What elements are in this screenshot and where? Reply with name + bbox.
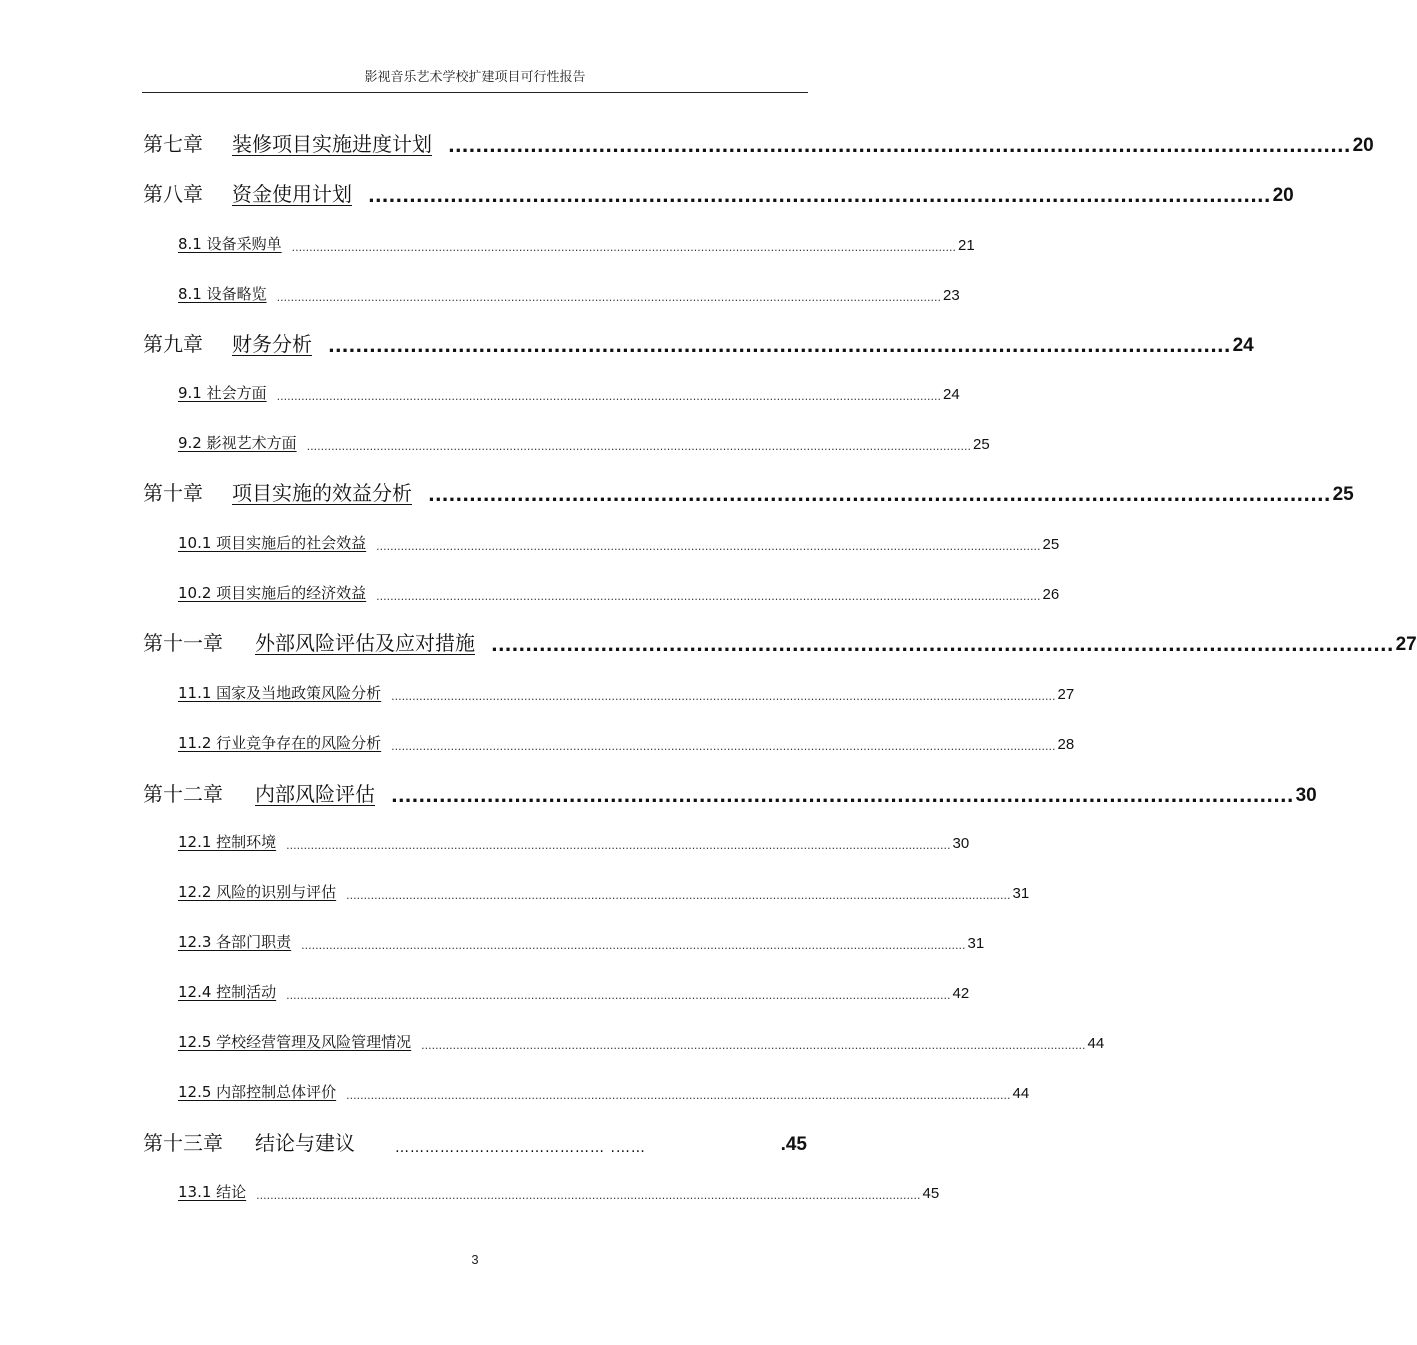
toc-section-11-1[interactable]: [178, 681, 1075, 703]
dot-leader: ....................................................................................................................................: [368, 186, 1271, 207]
dot-leader: ..............................................................................................................................................................................................: [346, 889, 1011, 902]
chapter-title: 结论与建议: [255, 1131, 355, 1155]
section-title: 9.1 社会方面: [178, 384, 267, 402]
dot-leader: ....................................................................................................................................: [391, 786, 1294, 807]
toc-chapter-11[interactable]: [143, 626, 1417, 656]
chapter-number: 第十二章: [143, 782, 223, 806]
chapter-number: 第十三章: [143, 1131, 223, 1155]
dot-leader: ..............................................................................................................................................................................................: [391, 740, 1056, 753]
toc-chapter-7[interactable]: [143, 127, 1374, 157]
dot-leader: ..............................................................................................................................................................................................: [306, 440, 971, 453]
section-title: 12.3 各部门职责: [178, 933, 292, 951]
dot-leader: ..............................................................................................................................................................................................: [421, 1039, 1086, 1052]
toc-section-12-4[interactable]: [178, 980, 970, 1002]
section-title: 10.1 项目实施后的社会效益: [178, 534, 367, 552]
section-title: 11.1 国家及当地政策风险分析: [178, 684, 382, 702]
dot-leader: ..............................................................................................................................................................................................: [291, 241, 956, 254]
chapter-title: 外部风险评估及应对措施: [255, 631, 475, 655]
toc-chapter-13[interactable]: [143, 1126, 807, 1156]
toc-section-9-1[interactable]: [178, 381, 960, 403]
page-number: 42: [952, 985, 970, 1002]
page-number: 44: [1087, 1035, 1105, 1052]
page-number: 24: [1232, 335, 1254, 356]
dot-leader: ..............................................................................................................................................................................................: [376, 540, 1041, 553]
toc-section-10-2[interactable]: [178, 581, 1060, 603]
page-number: 25: [1332, 484, 1354, 505]
toc-section-10-1[interactable]: [178, 531, 1060, 553]
chapter-number: 第十一章: [143, 631, 223, 655]
page-number: 44: [1012, 1085, 1030, 1102]
section-title: 12.1 控制环境: [178, 833, 277, 851]
dot-leader: ..............................................................................................................................................................................................: [391, 690, 1056, 703]
section-title: 8.1 设备采购单: [178, 235, 282, 253]
dot-leader: ..............................................................................................................................................................................................: [286, 989, 951, 1002]
page-number: 24: [942, 386, 960, 403]
toc-chapter-12[interactable]: [143, 777, 1317, 807]
toc-section-13-1[interactable]: [178, 1180, 940, 1202]
section-title: 12.5 学校经营管理及风险管理情况: [178, 1033, 412, 1051]
dot-leader: ..............................................................................................................................................................................................: [346, 1089, 1011, 1102]
toc-section-12-5[interactable]: [178, 1030, 1105, 1052]
dot-leader: ....................................................................................................................................: [428, 485, 1331, 506]
section-title: 10.2 项目实施后的经济效益: [178, 584, 367, 602]
chapter-title: 项目实施的效益分析: [232, 481, 412, 505]
footer-page-number: 3: [471, 1252, 479, 1267]
dot-leader: ....................................................................................................................................: [491, 635, 1394, 656]
page-number: 25: [972, 436, 990, 453]
dot-leader: ....................................................................................................................................: [328, 336, 1231, 357]
page-number: 23: [942, 287, 960, 304]
page-number: 27: [1395, 634, 1417, 655]
chapter-number: 第八章: [143, 182, 203, 206]
toc-section-8-1-a[interactable]: [178, 232, 975, 254]
dot-leader: …………………………………… .……: [395, 1140, 646, 1156]
chapter-title: 内部风险评估: [255, 782, 375, 806]
toc-section-12-2[interactable]: [178, 880, 1030, 902]
dot-leader: ....................................................................................................................................: [448, 136, 1351, 157]
section-title: 13.1 结论: [178, 1183, 247, 1201]
dot-leader: ..............................................................................................................................................................................................: [301, 939, 966, 952]
toc-section-12-3[interactable]: [178, 930, 985, 952]
toc-section-12-6[interactable]: [178, 1080, 1030, 1102]
section-title: 8.1 设备略览: [178, 285, 267, 303]
page-number: 27: [1057, 686, 1075, 703]
page-number: 30: [1295, 785, 1317, 806]
page-number: .45: [780, 1134, 807, 1155]
chapter-number: 第十章: [143, 481, 203, 505]
page-number: 20: [1352, 135, 1374, 156]
running-header: 影视音乐艺术学校扩建项目可行性报告: [142, 68, 808, 93]
chapter-number: 第七章: [143, 132, 203, 156]
toc-chapter-8[interactable]: [143, 177, 1294, 207]
page-number: 30: [952, 835, 970, 852]
dot-leader: ..............................................................................................................................................................................................: [276, 291, 941, 304]
chapter-title: 财务分析: [232, 332, 312, 356]
section-title: 11.2 行业竞争存在的风险分析: [178, 734, 382, 752]
section-title: 12.5 内部控制总体评价: [178, 1083, 337, 1101]
toc-section-8-1-b[interactable]: [178, 282, 960, 304]
toc-section-9-2[interactable]: [178, 431, 990, 453]
chapter-title: 资金使用计划: [232, 182, 352, 206]
chapter-number: 第九章: [143, 332, 203, 356]
dot-leader: ..............................................................................................................................................................................................: [286, 839, 951, 852]
page-number: 20: [1272, 185, 1294, 206]
section-title: 12.2 风险的识别与评估: [178, 883, 337, 901]
page-number: 31: [967, 935, 985, 952]
chapter-title: 装修项目实施进度计划: [232, 132, 432, 156]
page-number: 45: [922, 1185, 940, 1202]
toc-chapter-10[interactable]: [143, 476, 1354, 506]
dot-leader: ..............................................................................................................................................................................................: [256, 1189, 921, 1202]
toc-section-12-1[interactable]: [178, 830, 970, 852]
dot-leader: ..............................................................................................................................................................................................: [376, 590, 1041, 603]
section-title: 9.2 影视艺术方面: [178, 434, 297, 452]
section-title: 12.4 控制活动: [178, 983, 277, 1001]
page-number: 28: [1057, 736, 1075, 753]
toc-chapter-9[interactable]: [143, 327, 1254, 357]
page-number: 21: [957, 237, 975, 254]
toc-section-11-2[interactable]: [178, 731, 1075, 753]
page-number: 26: [1042, 586, 1060, 603]
page-number: 25: [1042, 536, 1060, 553]
dot-leader: ..............................................................................................................................................................................................: [276, 390, 941, 403]
page-number: 31: [1012, 885, 1030, 902]
